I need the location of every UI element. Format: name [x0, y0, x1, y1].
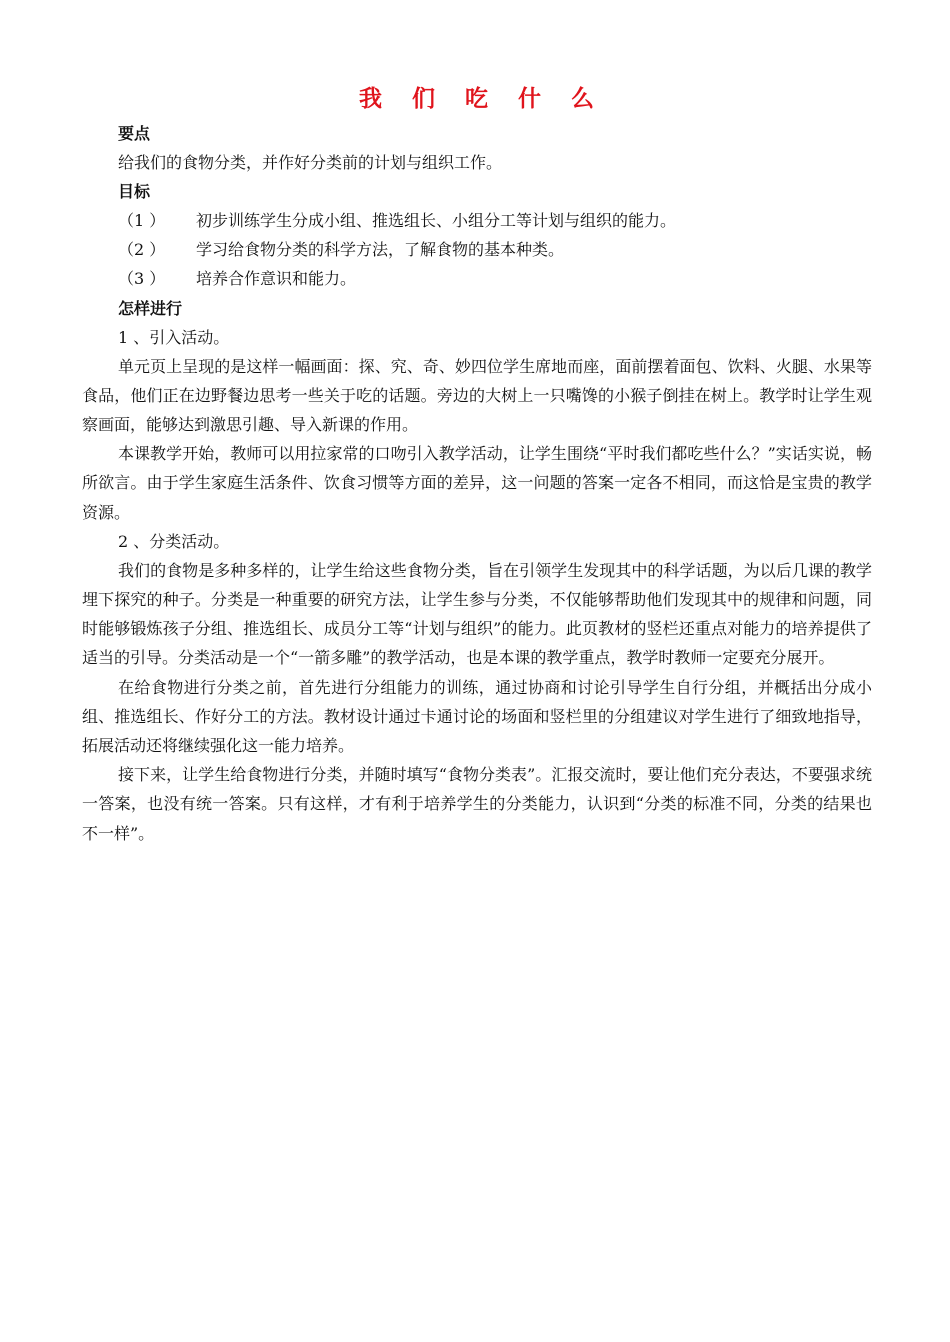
objective-text: 初步训练学生分成小组、推选组长、小组分工等计划与组织的能力。	[196, 211, 677, 230]
document-page	[82, 80, 872, 848]
objective-number: （2 ）	[118, 240, 166, 260]
step2-title: 2 、分类活动。	[118, 531, 230, 551]
step2-paragraph-3: 接下来，让学生给食物进行分类，并随时填写“食物分类表”。汇报交流时，要让他们充分表达，不要强求统一答案，也没有统一答案。只有这样，才有利于培养学生的分类能力，认识到“分类的标准不同，分类的结果也不一样”。	[82, 765, 872, 843]
page-title: 我 们 吃 什 么	[358, 86, 606, 112]
objective-text: 学习给食物分类的科学方法，了解食物的基本种类。	[196, 240, 565, 260]
objectives-heading: 目标	[118, 182, 151, 201]
objective-number: （1 ）	[118, 211, 166, 230]
objective-item	[118, 235, 872, 264]
objective-item	[118, 264, 872, 293]
step1-title: 1 、引入活动。	[118, 327, 230, 347]
key-points-text: 给我们的食物分类，并作好分类前的计划与组织工作。	[118, 153, 503, 172]
process-heading: 怎样进行	[118, 298, 183, 318]
objective-number: （3 ）	[118, 269, 166, 289]
step2-paragraph-1: 我们的食物是多种多样的，让学生给这些食物分类，旨在引领学生发现其中的科学话题，为以后几课的教学埋下探究的种子。分类是一种重要的研究方法，让学生参与分类，不仅能够帮助他们发现其中的规律和问题，同时能够锻炼孩子分组、推选组长、成员分工等“计划与组织”的能力。此页教材的竖栏还重点对能力的培养提供了适当的引导。分类活动是一个“一箭多雕”的教学活动，也是本课的教学重点，教学时教师一定要充分展开。	[82, 560, 872, 668]
step1-paragraph-1: 单元页上呈现的是这样一幅画面：探、究、奇、妙四位学生席地而座，面前摆着面包、饮料、火腿、水果等食品，他们正在边野餐边思考一些关于吃的话题。旁边的大树上一只嘴馋的小猴子倒挂在树上。教学时让学生观察画面，能够达到激思引趣、导入新课的作用。	[82, 356, 872, 435]
step2-paragraph-2: 在给食物进行分类之前，首先进行分组能力的训练，通过协商和讨论引导学生自行分组，并概括出分成小组、推选组长、作好分工的方法。教材设计通过卡通讨论的场面和竖栏里的分组建议对学生进行了细致地指导，拓展活动还将继续强化这一能力培养。	[82, 677, 872, 756]
key-points-heading: 要点	[118, 124, 151, 143]
objective-item	[118, 206, 872, 235]
objective-text: 培养合作意识和能力。	[196, 269, 357, 289]
step1-paragraph-2: 本课教学开始，教师可以用拉家常的口吻引入教学活动，让学生围绕“平时我们都吃些什么？”实话实说，畅所欲言。由于学生家庭生活条件、饮食习惯等方面的差异，这一问题的答案一定各不相同，而这恰是宝贵的教学资源。	[82, 444, 872, 522]
